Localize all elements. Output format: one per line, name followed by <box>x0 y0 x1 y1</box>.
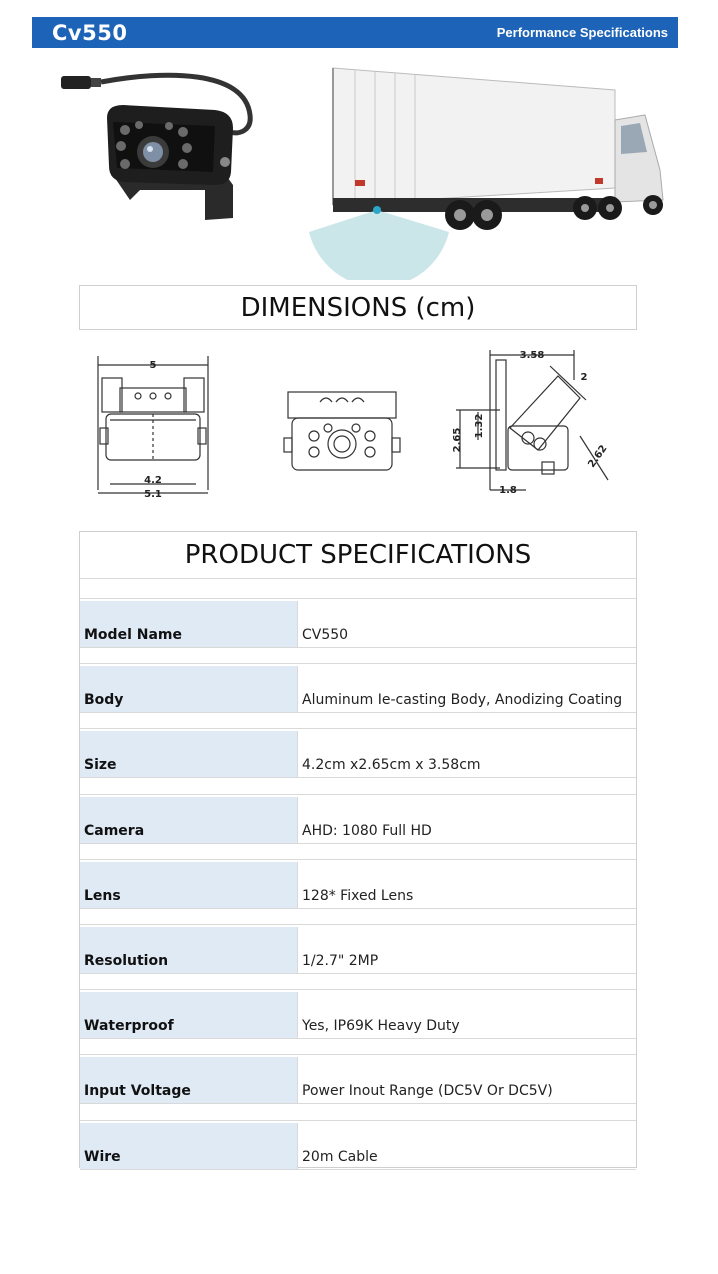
camera-image <box>61 75 250 220</box>
lens-view-drawing <box>284 392 400 470</box>
spec-value: 1/2.7" 2MP <box>302 952 379 969</box>
spec-value-cell <box>297 862 636 908</box>
spec-value: 20m Cable <box>302 1148 378 1165</box>
front-view-drawing <box>98 356 208 493</box>
model-title: Cv550 <box>52 20 128 45</box>
dim-outer-width: 5.1 <box>144 489 162 500</box>
row-divider <box>80 1169 636 1170</box>
table-row <box>80 599 636 664</box>
spec-label-cell <box>80 992 297 1038</box>
row-divider <box>80 712 636 713</box>
spec-value-cell <box>297 1123 636 1169</box>
spec-label: Input Voltage <box>84 1083 191 1100</box>
spec-value-cell <box>297 666 636 712</box>
dim-height: 2.65 <box>452 427 463 453</box>
spec-spacer <box>80 579 636 599</box>
table-row <box>80 729 636 794</box>
header-subtitle: Performance Specifications <box>496 25 668 40</box>
spec-label-cell <box>80 797 297 843</box>
dim-lens-height: 1.32 <box>474 413 485 439</box>
row-divider <box>80 1038 636 1039</box>
dim-diagonal: 2.62 <box>586 443 610 470</box>
spec-label: Waterproof <box>84 1018 174 1035</box>
header-bar <box>32 17 678 48</box>
spec-label-cell <box>80 862 297 908</box>
row-divider <box>80 777 636 778</box>
spec-value-cell <box>297 797 636 843</box>
table-row <box>80 1121 636 1186</box>
spec-value-cell <box>297 731 636 777</box>
spec-rows <box>80 599 636 1186</box>
dim-top-width: 5 <box>149 360 157 371</box>
spec-value: CV550 <box>302 627 349 643</box>
spec-label-cell <box>80 601 297 647</box>
dim-inner-width: 4.2 <box>144 475 162 486</box>
table-row <box>80 795 636 860</box>
table-row <box>80 990 636 1055</box>
spec-label: Body <box>84 692 124 709</box>
spec-value-cell <box>297 992 636 1038</box>
row-divider <box>80 973 636 974</box>
truck-image <box>309 68 663 280</box>
spec-value: Power Inout Range (DC5V Or DC5V) <box>302 1083 553 1100</box>
spec-label: Size <box>84 757 117 774</box>
spec-value-cell <box>297 601 636 647</box>
spec-value-cell <box>297 927 636 973</box>
row-divider <box>80 843 636 844</box>
spec-label: Model Name <box>84 627 182 643</box>
spec-label: Resolution <box>84 952 169 969</box>
spec-label-cell <box>80 1057 297 1103</box>
row-divider <box>80 647 636 648</box>
spec-value: 128* Fixed Lens <box>302 887 414 904</box>
table-row <box>80 664 636 729</box>
spec-label-cell <box>80 731 297 777</box>
spec-title: PRODUCT SPECIFICATIONS <box>80 532 636 579</box>
spec-value: 4.2cm x2.65cm x 3.58cm <box>302 757 481 774</box>
table-row <box>80 860 636 925</box>
spec-value: Yes, IP69K Heavy Duty <box>302 1018 460 1035</box>
table-row <box>80 925 636 990</box>
spec-label: Wire <box>84 1148 121 1165</box>
spec-label-cell <box>80 666 297 712</box>
dim-depth: 3.58 <box>519 350 545 361</box>
dim-base: 1.8 <box>499 485 517 496</box>
dimension-drawings <box>80 340 640 510</box>
dimensions-title: DIMENSIONS (cm) <box>79 285 637 330</box>
spec-value-cell <box>297 1057 636 1103</box>
table-row <box>80 1055 636 1120</box>
product-hero-image <box>55 60 675 280</box>
row-divider <box>80 1103 636 1104</box>
row-divider <box>80 908 636 909</box>
dim-angle-length: 2 <box>580 372 588 383</box>
spec-value: AHD: 1080 Full HD <box>302 822 432 839</box>
spec-label: Lens <box>84 887 121 904</box>
spec-value: Aluminum Ie-casting Body, Anodizing Coating <box>302 692 623 709</box>
spec-label-cell <box>80 927 297 973</box>
spec-table <box>79 531 637 1168</box>
spec-label-cell <box>80 1123 297 1169</box>
spec-label: Camera <box>84 822 145 839</box>
